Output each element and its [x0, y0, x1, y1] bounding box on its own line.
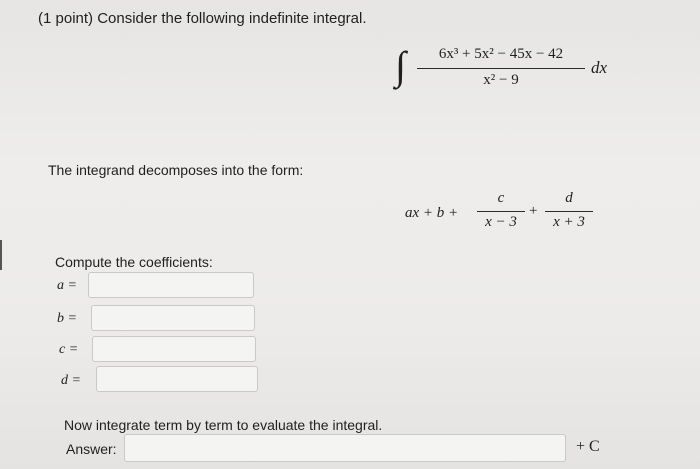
- coef-c-input[interactable]: [92, 336, 256, 362]
- decomposition-label: The integrand decomposes into the form:: [48, 162, 304, 178]
- frac1-bar: [477, 211, 525, 212]
- coef-b-input[interactable]: [91, 305, 255, 331]
- coefficients-label: Compute the coefficients:: [55, 254, 213, 270]
- coef-a-label: a =: [57, 278, 77, 293]
- answer-label: Answer:: [66, 441, 117, 457]
- integral-sign: ∫: [395, 43, 406, 88]
- coef-d-label: d =: [61, 373, 81, 388]
- frac1-numerator: c: [497, 190, 505, 206]
- integrand-numerator: 6x³ + 5x² − 45x − 42: [438, 46, 564, 62]
- decomp-lead: ax + b +: [405, 205, 459, 221]
- coef-d-input[interactable]: [96, 366, 258, 392]
- frac2-numerator: d: [565, 190, 573, 206]
- constant-of-integration: + C: [576, 438, 600, 455]
- integration-label: Now integrate term by term to evaluate the integral.: [64, 417, 383, 433]
- differential: dx: [591, 58, 608, 77]
- integrand-denominator: x² − 9: [483, 72, 519, 88]
- frac2-denominator: x + 3: [553, 214, 585, 230]
- coef-b-label: b =: [57, 311, 77, 326]
- decomp-plus: +: [529, 203, 538, 219]
- frac1-denominator: x − 3: [485, 214, 517, 230]
- integral-expression: [395, 42, 625, 102]
- integrand-fraction-bar: [417, 68, 585, 69]
- problem-title: (1 point) Consider the following indefinite integral.: [38, 10, 367, 27]
- answer-input[interactable]: [124, 434, 566, 462]
- coef-c-label: c =: [59, 342, 79, 357]
- coef-a-input[interactable]: [88, 272, 254, 298]
- left-edge-marker: [0, 240, 2, 270]
- frac2-bar: [545, 211, 593, 212]
- decomposition-expression: [405, 190, 605, 240]
